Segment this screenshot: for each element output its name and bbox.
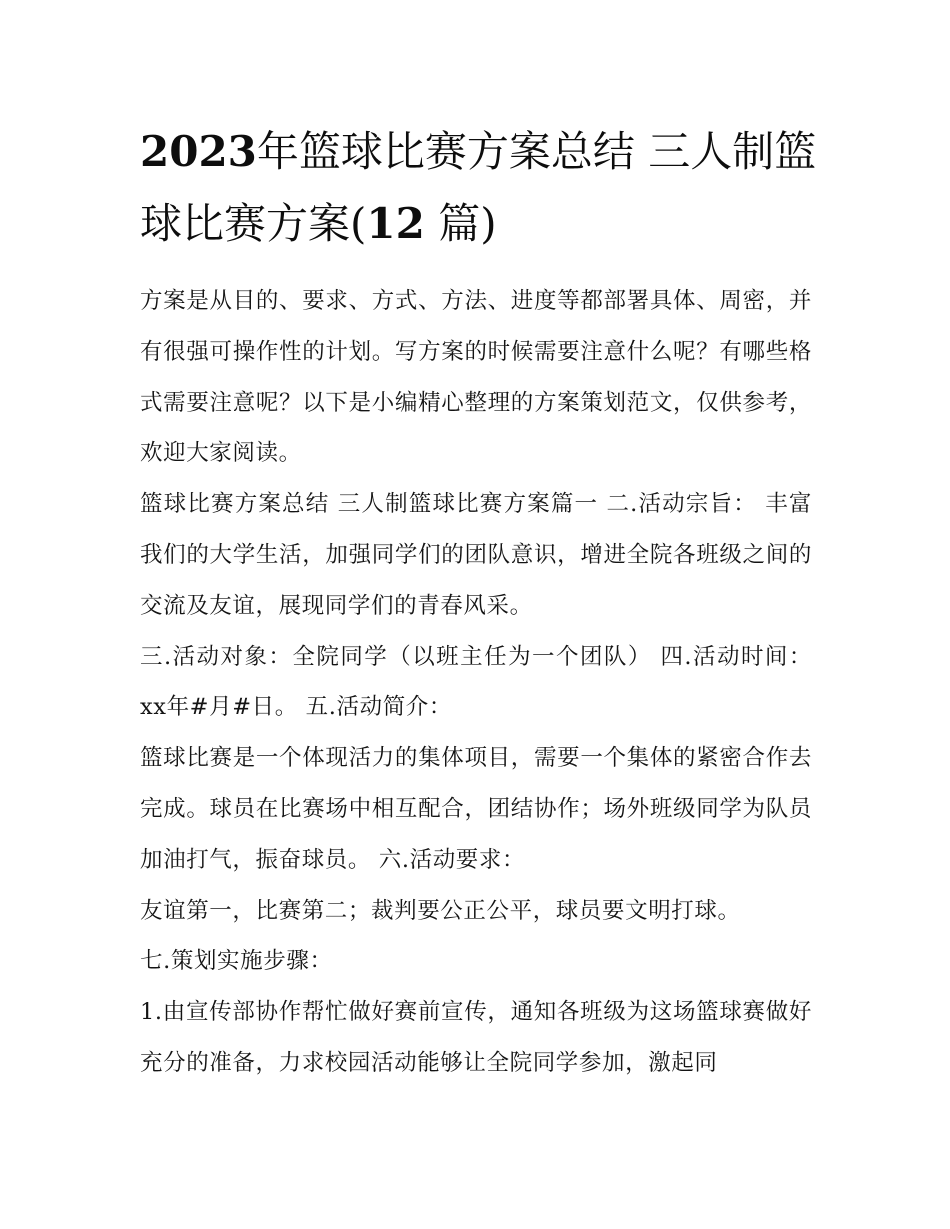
paragraph-requirements: 友谊第一，比赛第二；裁判要公正公平，球员要文明打球。: [140, 897, 741, 924]
document-title: [140, 116, 820, 260]
title-count: 12: [366, 199, 425, 248]
title-year: 2023: [140, 127, 257, 176]
paragraph-intro: 方案是从目的、要求、方式、方法、进度等都部署具体、周密，并有很强可操作性的计划。写方案的时候需要注意什么呢？有哪些格式需要注意呢？以下是小编精心整理的方案策划范文，仅供参考，欢迎大家阅读。: [140, 288, 812, 467]
paragraph-participants: 三.活动对象：全院同学（以班主任为一个团队） 四.活动时间：xx年#月#日。 五.活动简介：: [140, 643, 812, 721]
document-body: [140, 276, 812, 1089]
title-suffix: 篇): [424, 199, 497, 248]
title-text: 年篮球比赛方案总结 三人制篮球比赛方案(: [140, 127, 817, 248]
paragraph-step-1: 1.由宣传部协作帮忙做好赛前宣传，通知各班级为这场篮球赛做好充分的准备，力求校园活动能够让全院同学参加，激起同: [140, 999, 812, 1076]
paragraph-purpose: 篮球比赛方案总结 三人制篮球比赛方案篇一 二.活动宗旨： 丰富我们的大学生活，加强同学们的团队意识，增进全院各班级之间的交流及友谊，展现同学们的青春风采。: [140, 491, 812, 619]
paragraph-steps-heading: 七.策划实施步骤：: [140, 948, 333, 975]
paragraph-description: 篮球比赛是一个体现活力的集体项目，需要一个集体的紧密合作去完成。球员在比赛场中相互配合，团结协作；场外班级同学为队员加油打气，振奋球员。 六.活动要求：: [140, 745, 812, 873]
